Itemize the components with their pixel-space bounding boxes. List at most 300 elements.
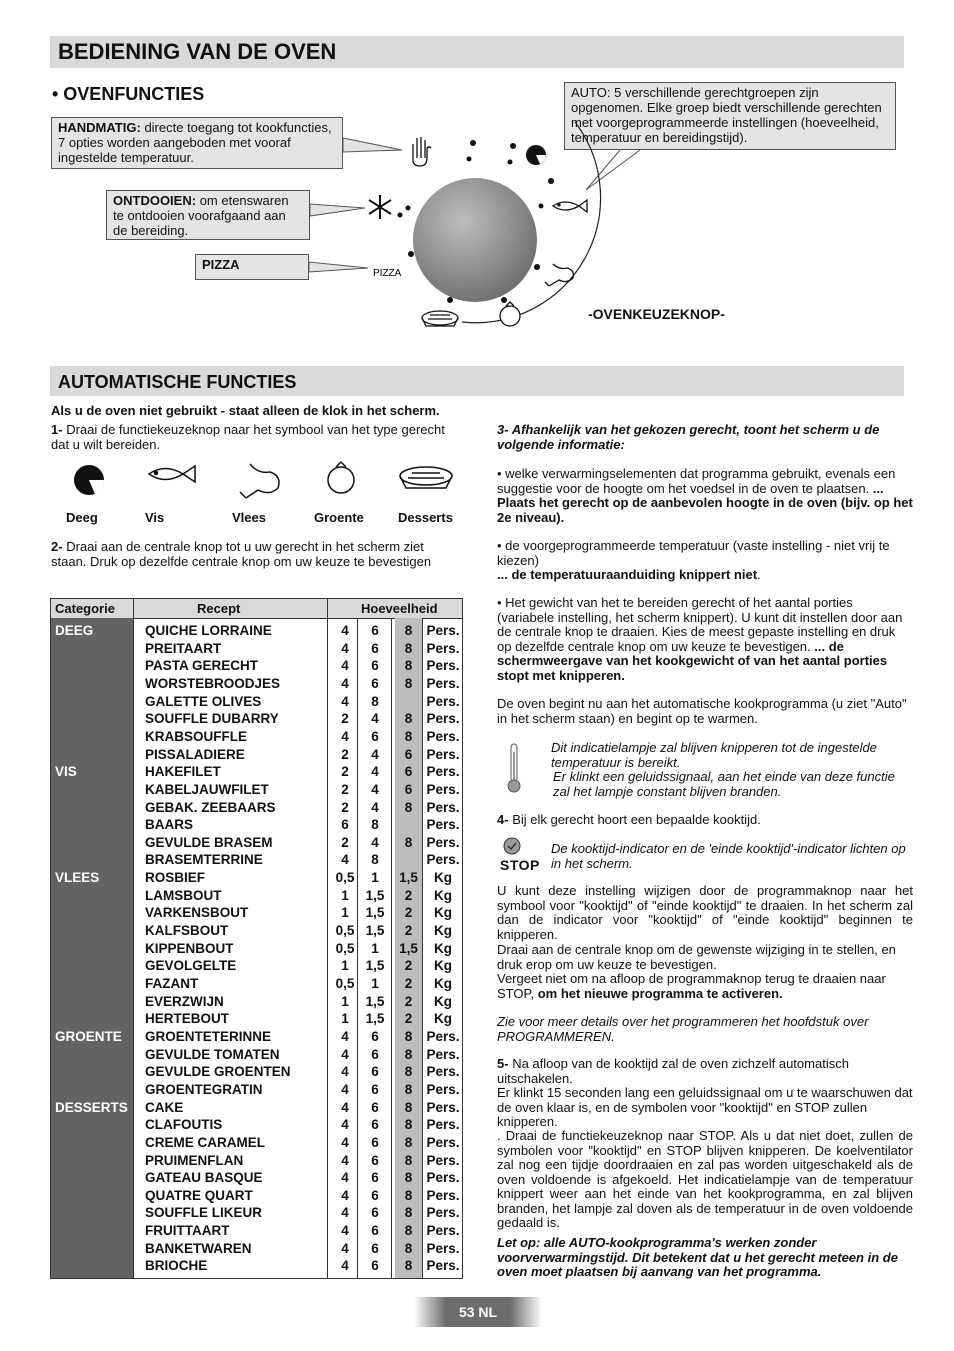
row-recipe: SOUFFLE LIKEUR [145, 1205, 262, 1221]
table-row [51, 835, 462, 853]
change-text-3 [497, 972, 913, 1001]
row-category: DEEG [55, 623, 94, 638]
step4-number: 4- [497, 812, 509, 827]
table-row [51, 658, 462, 676]
step5-text-a: Na afloop van de kooktijd zal de oven zichzelf automatisch uitschakelen. [497, 1056, 849, 1086]
row-qty-1: 1 [341, 993, 349, 1009]
row-recipe: QUATRE QUART [145, 1187, 253, 1203]
row-qty-1: 4 [341, 1117, 349, 1133]
row-recipe: WORSTEBROODJES [145, 675, 281, 691]
step5-text-c: . Draai de functiekeuzeknop naar STOP. Als u dat niet doet, zullen de symbolen voor "kooktijd" en STOP blijven knipperen. De koelventilator zal nog een tijdje doordraaien en zal pas worden uitgeschakeld als de oven voldoende is afgekoeld. Het indicatielampje van de temperatuur knippert weer aan het einde van het kookprogramma, en zal blijven branden, het lampje zal doven als de temperatuur in de oven voldoende gedaald is. [497, 1128, 913, 1230]
bullet-temperature-text: • de voorgeprogrammeerde temperatuur (vaste instelling - niet vrij te kiezen) [497, 538, 890, 568]
pizza-pointer [309, 262, 368, 272]
row-unit: Pers. [426, 1117, 460, 1133]
row-qty-2: 6 [371, 1099, 379, 1115]
change-text-3a: Vergeet niet om na afloop de programmaknop terug te draaien naar STOP, [497, 971, 886, 1001]
row-qty-1: 4 [341, 1187, 349, 1203]
step5-number: 5- [497, 1056, 509, 1071]
row-qty-3: 2 [404, 958, 413, 974]
table-row [51, 817, 462, 835]
row-recipe: CAKE [145, 1099, 184, 1115]
row-qty-1: 2 [341, 781, 349, 797]
table-row [51, 1241, 462, 1259]
table-row [51, 870, 462, 888]
row-recipe: CREME CARAMEL [145, 1134, 265, 1150]
row-qty-2: 6 [371, 1223, 379, 1239]
fish-icon [553, 200, 587, 212]
knob-caption: -OVENKEUZEKNOP- [588, 306, 725, 322]
meat-icon [545, 264, 573, 286]
row-recipe: GALETTE OLIVES [145, 693, 262, 709]
table-row [51, 1223, 462, 1241]
table-row [51, 1135, 462, 1153]
row-unit: Pers. [426, 817, 460, 833]
table-row [51, 1029, 462, 1047]
step2-text: Draai aan de centrale knop tot u uw gerecht in het scherm ziet staan. Druk op dezelfde centrale knop om uw keuze te bevestigen [51, 539, 432, 569]
ontdooien-label: ONTDOOIEN: [113, 193, 197, 208]
row-qty-2: 1,5 [365, 905, 385, 921]
row-unit: Pers. [426, 1170, 460, 1186]
step5 [497, 1057, 913, 1086]
row-unit: Kg [434, 923, 452, 939]
table-header [51, 599, 462, 619]
row-unit: Pers. [426, 1028, 460, 1044]
row-recipe: QUICHE LORRAINE [145, 623, 272, 638]
auto-heading: AUTOMATISCHE FUNCTIES [50, 366, 904, 396]
row-qty-2: 6 [371, 1117, 379, 1133]
row-qty-1: 4 [341, 1223, 349, 1239]
thermo-note-2: Er klinkt een geluidssignaal, aan het einde van deze functie zal het lampje constant blijven branden. [553, 769, 895, 799]
table-row [51, 747, 462, 765]
row-qty-1: 4 [341, 852, 349, 868]
row-qty-1: 4 [341, 1170, 349, 1186]
row-qty-2: 8 [371, 693, 379, 709]
table-row [51, 1205, 462, 1223]
row-qty-2: 1,5 [365, 1011, 385, 1027]
table-row [51, 623, 462, 641]
row-qty-3: 8 [404, 1240, 413, 1256]
table-row [51, 923, 462, 941]
row-qty-3: 8 [404, 640, 413, 656]
row-qty-3: 8 [404, 1064, 413, 1080]
row-unit: Pers. [426, 1046, 460, 1062]
table-row [51, 1258, 462, 1276]
row-unit: Kg [434, 870, 452, 886]
table-row [51, 782, 462, 800]
row-unit: Pers. [426, 1205, 460, 1221]
row-unit: Kg [434, 940, 452, 956]
row-qty-2: 4 [371, 764, 379, 780]
recipe-table [50, 598, 463, 1279]
row-unit: Pers. [426, 693, 460, 709]
row-recipe: GATEAU BASQUE [145, 1170, 263, 1186]
step5-text-b: Er klinkt 15 seconden lang een geluidssignaal om u te waarschuwen dat de oven klaar is, en de symbolen voor "kooktijd" en STOP zullen knipperen. [497, 1085, 913, 1129]
row-category: VLEES [55, 870, 100, 886]
row-qty-1: 4 [341, 728, 349, 744]
row-qty-2: 1 [371, 940, 379, 956]
row-qty-1: 2 [341, 711, 349, 727]
row-unit: Pers. [426, 640, 460, 656]
row-qty-2: 4 [371, 834, 379, 850]
header-quantity: Hoeveelheid [361, 601, 438, 616]
row-unit: Kg [434, 958, 452, 974]
table-row [51, 1011, 462, 1029]
ontdooien-text: om etenswaren te ontdooien voorafgaand aan de bereiding. [113, 193, 289, 238]
table-row [51, 888, 462, 906]
table-row [51, 729, 462, 747]
row-recipe: GROENTEGRATIN [145, 1081, 263, 1097]
change-text-3b: om het nieuwe programma te activeren. [537, 985, 783, 1001]
table-row [51, 941, 462, 959]
row-qty-2: 1 [371, 976, 379, 991]
row-qty-1: 0,5 [335, 870, 355, 886]
row-qty-3: 8 [404, 1187, 413, 1203]
row-qty-1: 4 [341, 1028, 349, 1044]
row-recipe: KIPPENBOUT [145, 940, 234, 956]
table-row [51, 1064, 462, 1082]
row-qty-2: 6 [371, 658, 379, 674]
row-recipe: EVERZWIJN [145, 993, 224, 1009]
row-qty-3: 8 [404, 711, 413, 727]
table-row [51, 905, 462, 923]
step2-number: 2- [51, 539, 63, 554]
step1-number: 1- [51, 422, 63, 437]
table-row [51, 676, 462, 694]
bullet-temperature-bold: ... de temperatuuraanduiding knippert niet [497, 567, 758, 582]
row-unit: Pers. [426, 1134, 460, 1150]
stop-note: De kooktijd-indicator en de 'einde kooktijd'-indicator lichten op in het scherm. [551, 841, 906, 871]
warning-text: Let op: alle AUTO-kookprogramma's werken zonder voorverwarmingstijd. Dit betekent dat u het gerecht meteen in de oven moet plaatsen bij aanvang van het programma. [497, 1235, 898, 1279]
table-row [51, 1082, 462, 1100]
row-unit: Pers. [426, 834, 460, 850]
row-qty-1: 4 [341, 693, 349, 709]
row-qty-3: 2 [404, 976, 413, 991]
icon-label-deeg: Deeg [66, 510, 98, 525]
row-qty-3: 8 [404, 728, 413, 744]
row-qty-2: 6 [371, 1240, 379, 1256]
row-recipe: BRIOCHE [145, 1258, 208, 1274]
row-unit: Kg [434, 993, 452, 1009]
row-unit: Pers. [426, 623, 460, 638]
row-qty-3: 2 [404, 1011, 413, 1027]
row-qty-2: 4 [371, 781, 379, 797]
stop-label: STOP [500, 857, 540, 873]
row-qty-2: 8 [371, 852, 379, 868]
row-unit: Pers. [426, 1152, 460, 1168]
row-unit: Pers. [426, 1240, 460, 1256]
row-qty-2: 6 [371, 1064, 379, 1080]
row-qty-1: 2 [341, 764, 349, 780]
ovenfuncties-heading: • OVENFUNCTIES [52, 84, 205, 104]
row-qty-2: 6 [371, 623, 379, 638]
row-qty-2: 1 [371, 870, 379, 886]
row-qty-2: 8 [371, 817, 379, 833]
row-qty-3: 6 [404, 781, 413, 797]
row-unit: Pers. [426, 728, 460, 744]
row-qty-3: 8 [404, 799, 413, 815]
row-unit: Kg [434, 887, 452, 903]
row-qty-1: 4 [341, 1258, 349, 1274]
row-qty-1: 4 [341, 623, 349, 638]
row-qty-2: 1,5 [365, 887, 385, 903]
table-row [51, 1100, 462, 1118]
row-unit: Kg [434, 976, 452, 991]
row-recipe: KALFSBOUT [145, 923, 229, 939]
bullet-temperature: • de voorgeprogrammeerde temperatuur (vaste instelling - niet vrij te kiezen) ... de temperatuuraanduiding knippert niet. [497, 538, 890, 582]
row-qty-2: 6 [371, 1134, 379, 1150]
table-row [51, 641, 462, 659]
row-qty-1: 4 [341, 675, 349, 691]
row-qty-3: 8 [404, 834, 413, 850]
table-row [51, 958, 462, 976]
page-number: 53 NL [414, 1297, 542, 1327]
icon-label-groente: Groente [314, 510, 364, 525]
see-more-text: Zie voor meer details over het programmeren het hoofdstuk over PROGRAMMEREN. [497, 1014, 869, 1044]
row-qty-3: 2 [404, 923, 413, 939]
row-recipe: LAMSBOUT [145, 887, 222, 903]
header-recipe: Recept [197, 601, 241, 616]
row-qty-1: 2 [341, 799, 349, 815]
dessert-icon [422, 311, 458, 326]
row-qty-1: 1 [341, 887, 349, 903]
row-recipe: GEVULDE TOMATEN [145, 1046, 280, 1062]
row-unit: Kg [434, 1011, 452, 1027]
vis-icon [149, 466, 195, 482]
row-qty-1: 0,5 [335, 923, 355, 939]
row-qty-1: 4 [341, 1205, 349, 1221]
row-qty-2: 6 [371, 1081, 379, 1097]
row-unit: Pers. [426, 799, 460, 815]
row-qty-3: 8 [404, 1117, 413, 1133]
row-qty-3: 8 [404, 1081, 413, 1097]
row-qty-3: 8 [404, 658, 413, 674]
row-qty-1: 4 [341, 1081, 349, 1097]
row-qty-2: 6 [371, 675, 379, 691]
row-qty-3: 1,5 [399, 870, 418, 886]
row-qty-1: 1 [341, 905, 349, 921]
row-qty-2: 6 [371, 1046, 379, 1062]
bullet-weight-text: • Het gewicht van het te bereiden gerecht of het aantal porties (variabele instelling, het scherm knippert). U kunt dit instellen door aan de centrale knop te draaien. Kies de meest gepaste instelling en druk op dezelfde centrale knop om uw keuze te bevestigen. [497, 595, 903, 654]
step2 [51, 540, 461, 569]
table-row [51, 800, 462, 818]
pastry-icon [526, 145, 546, 165]
row-qty-3: 2 [404, 905, 413, 921]
row-qty-3: 8 [404, 1134, 413, 1150]
row-unit: Pers. [426, 1064, 460, 1080]
step4-text: Bij elk gerecht hoort een bepaalde kooktijd. [512, 812, 761, 827]
row-unit: Pers. [426, 658, 460, 674]
row-qty-3: 8 [404, 1046, 413, 1062]
bullet-weight [497, 596, 913, 683]
row-recipe: FRUITTAART [145, 1223, 230, 1239]
table-row [51, 764, 462, 782]
bullet-heating-bold: ... Plaats het gerecht op de aanbevolen hoogte in de oven (bijv. op het 2e niveau). [497, 480, 913, 525]
row-qty-3: 6 [404, 764, 413, 780]
row-recipe: PISSALADIERE [145, 746, 245, 762]
category-icons [50, 456, 470, 506]
row-unit: Pers. [426, 1099, 460, 1115]
table-row [51, 1188, 462, 1206]
row-unit: Pers. [426, 852, 460, 868]
row-recipe: PREITAART [145, 640, 222, 656]
table-row [51, 852, 462, 870]
row-unit: Pers. [426, 1187, 460, 1203]
row-recipe: PRUIMENFLAN [145, 1152, 244, 1168]
row-qty-1: 2 [341, 834, 349, 850]
row-unit: Pers. [426, 746, 460, 762]
row-qty-3: 2 [404, 993, 413, 1009]
icon-label-desserts: Desserts [398, 510, 453, 525]
table-row [51, 1170, 462, 1188]
row-qty-3: 8 [404, 1223, 413, 1239]
tomato-icon [500, 302, 520, 326]
row-qty-2: 4 [371, 799, 379, 815]
row-qty-3: 8 [404, 623, 413, 638]
row-qty-1: 4 [341, 1046, 349, 1062]
table-row [51, 976, 462, 994]
row-qty-2: 6 [371, 1028, 379, 1044]
row-qty-3: 8 [404, 675, 413, 691]
step4 [497, 813, 913, 828]
row-recipe: PASTA GERECHT [145, 658, 259, 674]
table-row [51, 711, 462, 729]
row-qty-2: 6 [371, 1205, 379, 1221]
row-recipe: HERTEBOUT [145, 1011, 229, 1027]
pizza-callout: PIZZA [195, 254, 309, 280]
table-row [51, 1153, 462, 1171]
row-qty-3: 8 [404, 1152, 413, 1168]
row-recipe: BRASEMTERRINE [145, 852, 263, 868]
row-recipe: ROSBIEF [145, 870, 206, 886]
deeg-icon [74, 465, 104, 495]
bullet-weight-bold: ... de schermweergave van het kookgewicht of van het aantal porties stopt met knipperen. [497, 638, 888, 683]
row-qty-3: 8 [404, 1170, 413, 1186]
row-qty-3: 8 [404, 1258, 413, 1274]
table-row [51, 694, 462, 712]
row-qty-2: 6 [371, 1170, 379, 1186]
row-recipe: CLAFOUTIS [145, 1117, 223, 1133]
change-text-1: U kunt deze instelling wijzigen door de programmaknop naar het symbool voor "kooktijd" of "einde kooktijd" te draaien. In het scherm zal dan de indicator voor "kooktijd" of "einde kooktijd" beginnen te knipperen. [497, 883, 913, 942]
row-qty-2: 1,5 [365, 958, 385, 974]
row-qty-2: 6 [371, 728, 379, 744]
icon-label-vis: Vis [145, 510, 165, 525]
bullet-heating [497, 467, 913, 525]
row-qty-2: 6 [371, 1152, 379, 1168]
dial-pizza-label: PIZZA [373, 268, 402, 279]
row-recipe: SOUFFLE DUBARRY [145, 711, 279, 727]
row-recipe: KABELJAUWFILET [145, 781, 269, 797]
table-row [51, 1117, 462, 1135]
snowflake-icon [369, 195, 391, 219]
row-unit: Pers. [426, 711, 460, 727]
row-qty-2: 6 [371, 640, 379, 656]
row-qty-1: 0,5 [335, 940, 355, 956]
row-category: GROENTE [55, 1028, 122, 1044]
row-qty-1: 4 [341, 1064, 349, 1080]
desserts-icon [400, 467, 452, 488]
row-unit: Pers. [426, 764, 460, 780]
groente-icon [328, 462, 354, 493]
row-qty-3: 1,5 [399, 940, 418, 956]
vlees-icon [240, 464, 279, 498]
row-recipe: GEVULDE BRASEM [145, 834, 273, 850]
thermometer-icon [504, 742, 524, 794]
row-qty-3: 2 [404, 887, 413, 903]
row-qty-3: 8 [404, 1028, 413, 1044]
row-unit: Pers. [426, 1081, 460, 1097]
oven-dial-diagram [0, 0, 954, 360]
row-recipe: BAARS [145, 817, 194, 833]
handmatig-pointer [343, 138, 402, 152]
change-text-2: Draai aan de centrale knop om de gewenste wijziging in te stellen, en druk erop om uw keuze te bevestigen. [497, 942, 896, 972]
row-qty-1: 4 [341, 1099, 349, 1115]
row-qty-1: 4 [341, 1240, 349, 1256]
row-category: VIS [55, 764, 77, 780]
row-unit: Pers. [426, 1258, 460, 1274]
row-recipe: GEBAK. ZEEBAARS [145, 799, 276, 815]
row-recipe: GEVULDE GROENTEN [145, 1064, 291, 1080]
row-qty-2: 6 [371, 1258, 379, 1274]
row-recipe: GEVOLGELTE [145, 958, 237, 974]
start-text: De oven begint nu aan het automatische kookprogramma (u ziet "Auto" in het scherm staan) en begint op te warmen. [497, 696, 907, 726]
row-recipe: KRABSOUFFLE [145, 728, 247, 744]
row-qty-1: 6 [341, 817, 349, 833]
row-qty-2: 1,5 [365, 923, 385, 939]
intro-text: Als u de oven niet gebruikt - staat alleen de klok in het scherm. [51, 403, 440, 418]
row-recipe: HAKEFILET [145, 764, 221, 780]
row-qty-3: 8 [404, 1099, 413, 1115]
row-qty-1: 2 [341, 746, 349, 762]
icon-label-vlees: Vlees [232, 510, 266, 525]
row-recipe: FAZANT [145, 976, 199, 991]
row-qty-2: 1,5 [365, 993, 385, 1009]
handmatig-label: HANDMATIG: [58, 120, 141, 135]
bullet-heating-text: • welke verwarmingselementen dat programma gebruikt, evenals een suggestie voor de hoogte om het voedsel in de oven te plaatsen. [497, 466, 896, 496]
header-category: Categorie [55, 601, 115, 616]
auto-callout: AUTO: 5 verschillende gerechtgroepen zijn opgenomen. Elke groep biedt verschillende gerechten met voorgeprogrammeerde instellingen (hoeveelheid, temperatuur en bereidingstijd). [564, 82, 896, 150]
page-title: BEDIENING VAN DE OVEN [50, 36, 904, 68]
row-qty-1: 0,5 [335, 976, 355, 991]
row-qty-2: 4 [371, 746, 379, 762]
row-qty-1: 4 [341, 1152, 349, 1168]
row-unit: Pers. [426, 781, 460, 797]
row-recipe: BANKETWAREN [145, 1240, 252, 1256]
row-qty-2: 4 [371, 711, 379, 727]
row-qty-3: 6 [404, 746, 413, 762]
row-recipe: VARKENSBOUT [145, 905, 249, 921]
thermo-note-1: Dit indicatielampje zal blijven knipperen tot de ingestelde temperatuur is bereikt. [551, 740, 877, 770]
row-qty-1: 1 [341, 1011, 349, 1027]
step1 [51, 423, 461, 452]
row-qty-1: 4 [341, 1134, 349, 1150]
row-qty-1: 1 [341, 958, 349, 974]
step3: 3- Afhankelijk van het gekozen gerecht, toont het scherm u de volgende informatie: [497, 422, 880, 452]
oven-knob [413, 178, 537, 302]
row-unit: Pers. [426, 675, 460, 691]
row-recipe: GROENTETERINNE [145, 1028, 272, 1044]
hand-icon [413, 137, 431, 166]
table-row [51, 1047, 462, 1065]
row-qty-2: 6 [371, 1187, 379, 1203]
row-unit: Pers. [426, 1223, 460, 1239]
row-qty-1: 4 [341, 640, 349, 656]
row-category: DESSERTS [55, 1099, 128, 1115]
row-unit: Kg [434, 905, 452, 921]
ontdooien-pointer [310, 204, 365, 216]
table-row [51, 994, 462, 1012]
row-qty-1: 4 [341, 658, 349, 674]
handmatig-text: directe toegang tot kookfuncties, 7 opties worden aangeboden met vooraf ingestelde temperatuur. [58, 120, 332, 165]
